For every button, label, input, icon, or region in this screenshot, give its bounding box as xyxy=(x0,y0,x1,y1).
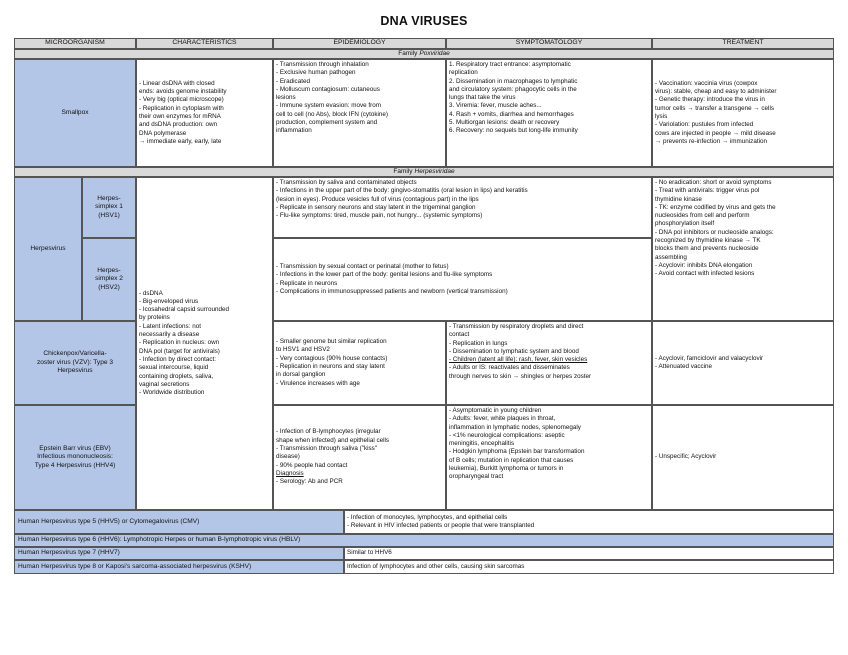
text-line: 2. Dissemination in macrophages to lymphatic xyxy=(449,77,578,85)
ebv-treatment xyxy=(652,405,834,510)
text-line: their own enzymes for mRNA xyxy=(139,113,221,120)
text-line: sexual intercourse, liquid xyxy=(139,364,209,372)
text-line: - Big-enveloped virus xyxy=(139,297,199,305)
text-line: - Eradicated xyxy=(276,77,310,85)
page-title: DNA VIRUSES xyxy=(380,14,468,28)
text-line: tumor cells → transfer a transgene → cells xyxy=(655,104,774,112)
text-line: - Relevant in HIV infected patients or people that were transplanted xyxy=(347,522,535,529)
text-line: - Exclusive human pathogen xyxy=(276,69,356,77)
text-line: simplex 2 xyxy=(95,275,123,283)
text-line: - Infections in the lower part of the body: genital lesions and flu-like symptoms xyxy=(276,271,493,279)
text-line: - Vaccination: vaccinia virus (cowpox xyxy=(655,79,758,87)
text-line: to HSV1 and HSV2 xyxy=(276,346,330,354)
text-line: - Replication in neurons and stay latent xyxy=(276,363,385,370)
text-line: Type 4 Herpesvirus (HHV4) xyxy=(34,461,116,469)
text-line: 6. Recovery: no sequels but long-life immunity xyxy=(449,127,578,135)
text-line: - Hodgkin lymphoma (Epstein bar transformation xyxy=(449,448,585,456)
text-line: 5. Multiorgan lesions: death or recovery xyxy=(449,119,560,127)
hhv6-name: Human Herpesvirus type 6 (HHV6): Lymphotropic Herpes or human B-lymphotropic virus (HBLV) xyxy=(14,534,834,547)
text-line: contact xyxy=(449,331,470,339)
hsv1-name xyxy=(82,177,136,238)
text-line: cows are injected in people → mild disease xyxy=(655,129,776,137)
text-line: - Replication in lungs xyxy=(449,339,508,347)
text-line: Diagnosis xyxy=(276,469,304,477)
text-line: thymidine kinase xyxy=(655,195,702,203)
text-line: - Molluscum contagiosum: cutaneous xyxy=(276,85,380,93)
text-line: lungs that take the virus xyxy=(449,94,516,102)
text-line: nucleosides from cell and perform xyxy=(655,212,750,220)
text-line: - Replicate in sensory neurons and stay latent in the trigeminal ganglion xyxy=(276,203,476,211)
text-line: - Avoid contact with infected lesions xyxy=(655,270,755,278)
text-line: → prevents re-infection → immunization xyxy=(655,137,767,145)
text-line: cell to cell (no Abs), block IFN (cytokine) xyxy=(276,110,388,118)
text-line: and circulatory system: phagocytic cells in the xyxy=(449,85,577,93)
text-line: - Transmission by sexual contact or perinatal (mother to fetus) xyxy=(276,262,449,270)
text-line: DNA pol (target for antivirals) xyxy=(139,347,220,355)
text-line: - Replication in cytoplasm with xyxy=(139,104,224,112)
text-line: - Worldwide distribution xyxy=(139,389,205,397)
text-line: - 90% people had contact xyxy=(276,461,348,469)
text-line: 4. Rash + vomits, diarrhea and hemorrhages xyxy=(449,110,574,118)
text-line: - Flu-like symptoms: tired, muscle pain, not hungry... (systemic symptoms) xyxy=(276,212,483,220)
text-line: virus): stable, cheap and easy to administer xyxy=(655,88,777,96)
text-line: zoster virus (VZV): Type 3 xyxy=(36,358,114,366)
smallpox-characteristics xyxy=(136,59,273,167)
text-line: phosphorylation itself xyxy=(655,220,715,228)
text-line: - <1% neurological complications: aseptic xyxy=(449,431,565,439)
text-line: - dsDNA xyxy=(139,289,163,297)
text-line: - Infection by direct contact: xyxy=(139,355,216,363)
header-symptomatology: SYMPTOMATOLOGY xyxy=(446,38,652,49)
ebv-symptomatology xyxy=(446,405,652,510)
text-line: 3. Viremia: fever, muscle aches... xyxy=(449,102,542,110)
text-line: - No eradication: short or avoid symptoms xyxy=(655,179,772,186)
text-line: blocks them and prevents nucleoside xyxy=(655,245,759,253)
vzv-name xyxy=(14,321,136,405)
text-line: - Children (latent all life): rash, fever, skin vesicles xyxy=(449,356,588,364)
hsv1-epidemiology xyxy=(273,177,652,238)
text-line: 1. Respiratory tract entrance: asymptomatic xyxy=(449,61,571,68)
text-line: shape when infected) and epithelial cells xyxy=(276,436,390,444)
family-herpesviridae xyxy=(14,167,834,177)
text-line: lysis xyxy=(655,113,668,120)
hsv2-epidemiology xyxy=(273,238,652,321)
text-line: - DNA pol inhibitors or nucleoside analogs: xyxy=(655,228,774,236)
text-line: oropharyngeal tract xyxy=(449,473,504,481)
family-prefix: Family xyxy=(398,49,418,57)
text-line: - Adults or IS: reactivates and disseminates xyxy=(449,364,570,372)
herpes-characteristics xyxy=(136,177,273,510)
hhv8-desc xyxy=(344,560,834,574)
ebv-name xyxy=(14,405,136,510)
text-line: inflammation in lymphatic nodes, splenomegaly xyxy=(449,423,581,431)
header-treatment: TREATMENT xyxy=(652,38,834,49)
hhv5-desc xyxy=(344,510,834,534)
text-line: - Transmission by respiratory droplets and direct xyxy=(449,323,584,330)
text-line: → immediate early, early, late xyxy=(139,137,222,145)
text-line: inflammation xyxy=(276,127,312,135)
text-line: - Acyclovir, famciclovir and valacyclovir xyxy=(655,354,764,362)
family-name: Poxviridae xyxy=(419,49,450,57)
family-name: Herpesviridae xyxy=(414,167,455,175)
text-line: - Very big (optical microscope) xyxy=(139,96,224,104)
text-line: replication xyxy=(449,69,478,77)
vzv-symptomatology xyxy=(446,321,652,405)
text-line: - Linear dsDNA with closed xyxy=(139,79,215,87)
text-line: assembling xyxy=(655,253,687,261)
text-line: - Adults: fever, white plaques in throat, xyxy=(449,415,556,423)
text-line: - Acyclovir: inhibits DNA elongation xyxy=(655,261,753,269)
text-line: Chickenpox/Varicella- xyxy=(43,350,107,358)
text-line: through nerves to skin → shingles or herpes zoster xyxy=(449,372,592,380)
ebv-epidemiology xyxy=(273,405,446,510)
text-line: - Latent infections: not xyxy=(139,322,201,330)
text-line: Similar to HHV6 xyxy=(347,549,392,557)
text-line: Epstein Barr virus (EBV) xyxy=(39,444,111,452)
text-line: - Variolation: pustules from infected xyxy=(655,121,754,129)
family-prefix: Family xyxy=(393,167,413,175)
hhv7-desc xyxy=(344,547,834,560)
text-line: ends: avoids genome instability xyxy=(139,88,227,96)
text-line: - Replicate in neurons xyxy=(276,279,338,287)
smallpox-treatment xyxy=(652,59,834,167)
text-line: vaginal secretions xyxy=(139,380,190,388)
text-line: - Infections in the upper part of the body: gingivo-stomatitis (oral lesion in lips) and keratitis xyxy=(276,187,528,195)
text-line: - Transmission through saliva ("kiss" xyxy=(276,445,378,453)
text-line: - Very contagious (90% house contacts) xyxy=(276,354,388,362)
header-characteristics: CHARACTERISTICS xyxy=(136,38,273,49)
hhv5-name: Human Herpesvirus type 5 (HHV5) or Cytomegalovirus (CMV) xyxy=(14,510,344,534)
text-line: recognized by thymidine kinase → TK xyxy=(655,237,761,245)
text-line: by proteins xyxy=(139,314,170,322)
text-line: disease) xyxy=(276,453,300,461)
hhv8-name: Human Herpesvirus type 8 or Kaposi's sarcoma-associated herpesvirus (KSHV) xyxy=(14,560,344,574)
text-line: - Replication in nucleus: own xyxy=(139,339,220,347)
text-line: - Transmission through inhalation xyxy=(276,61,369,68)
text-line: necessarily a disease xyxy=(139,331,200,339)
text-line: - Virulence increases with age xyxy=(276,379,360,387)
family-poxviridae xyxy=(14,49,834,59)
text-line: - Serology: Ab and PCR xyxy=(276,478,343,486)
text-line: (HSV1) xyxy=(98,211,120,219)
text-line: containing droplets, saliva, xyxy=(139,372,214,380)
text-line: production, complement system and xyxy=(276,119,378,127)
text-line: simplex 1 xyxy=(95,203,123,211)
text-line: - Smaller genome but similar replication xyxy=(276,338,387,346)
text-line: - Dissemination to lymphatic system and blood xyxy=(449,347,579,355)
text-line: (HSV2) xyxy=(98,283,120,291)
text-line: lesions xyxy=(276,94,296,102)
header-epidemiology: EPIDEMIOLOGY xyxy=(273,38,446,49)
text-line: - Genetic therapy: introduce the virus in xyxy=(655,96,765,104)
vzv-treatment xyxy=(652,321,834,405)
text-line: leukemia), Burkitt lymphoma or tumors in xyxy=(449,465,564,473)
text-line: Herpes- xyxy=(97,194,121,202)
header-microorganism: MICROORGANISM xyxy=(14,38,136,49)
text-line: - Treat with antivirals: trigger virus pol xyxy=(655,187,760,195)
smallpox-name: Smallpox xyxy=(14,59,136,167)
text-line: Infection of lymphocytes and other cells, causing skin sarcomas xyxy=(347,562,525,570)
text-line: DNA polymerase xyxy=(139,129,187,137)
text-line: - Transmission by saliva and contaminated objects xyxy=(276,179,417,186)
text-line: - Asymptomatic in young children xyxy=(449,407,542,414)
smallpox-symptomatology xyxy=(446,59,652,167)
text-line: (lesion in eyes). Produce vesicles full of virus (contagious part) in the lips xyxy=(276,195,479,203)
text-line: - Attenuated vaccine xyxy=(655,363,713,370)
text-line: - Immune system evasion: move from xyxy=(276,102,381,110)
text-line: - TK: enzyme codified by virus and gets the xyxy=(655,203,776,211)
text-line: - Complications in immunosuppressed patients and newborn (vertical transmission) xyxy=(276,287,508,295)
text-line: - Icosahedral capsid surrounded xyxy=(139,306,229,314)
text-line: Herpes- xyxy=(97,266,121,274)
text-line: Herpesvirus xyxy=(57,367,93,375)
text-line: of B cells; mutation in replication that causes xyxy=(449,456,574,464)
text-line: meningitis, encephalitis xyxy=(449,440,515,448)
text-line: Infectious mononucleosis: xyxy=(37,453,113,461)
text-line: - Infection of B-lymphocytes (irregular xyxy=(276,428,381,436)
smallpox-epidemiology xyxy=(273,59,446,167)
text-line: - Infection of monocytes, lymphocytes, and epithelial cells xyxy=(347,513,508,521)
text-line: - Unspecific; Acyclovir xyxy=(655,453,717,461)
text-line: and dsDNA production: own xyxy=(139,121,218,129)
text-line: in dorsal ganglion xyxy=(276,371,326,379)
hsv2-name xyxy=(82,238,136,321)
vzv-epidemiology xyxy=(273,321,446,405)
herpesvirus-name: Herpesvirus xyxy=(14,177,82,321)
hhv7-name: Human Herpesvirus type 7 (HHV7) xyxy=(14,547,344,560)
herpes-treatment xyxy=(652,177,834,321)
